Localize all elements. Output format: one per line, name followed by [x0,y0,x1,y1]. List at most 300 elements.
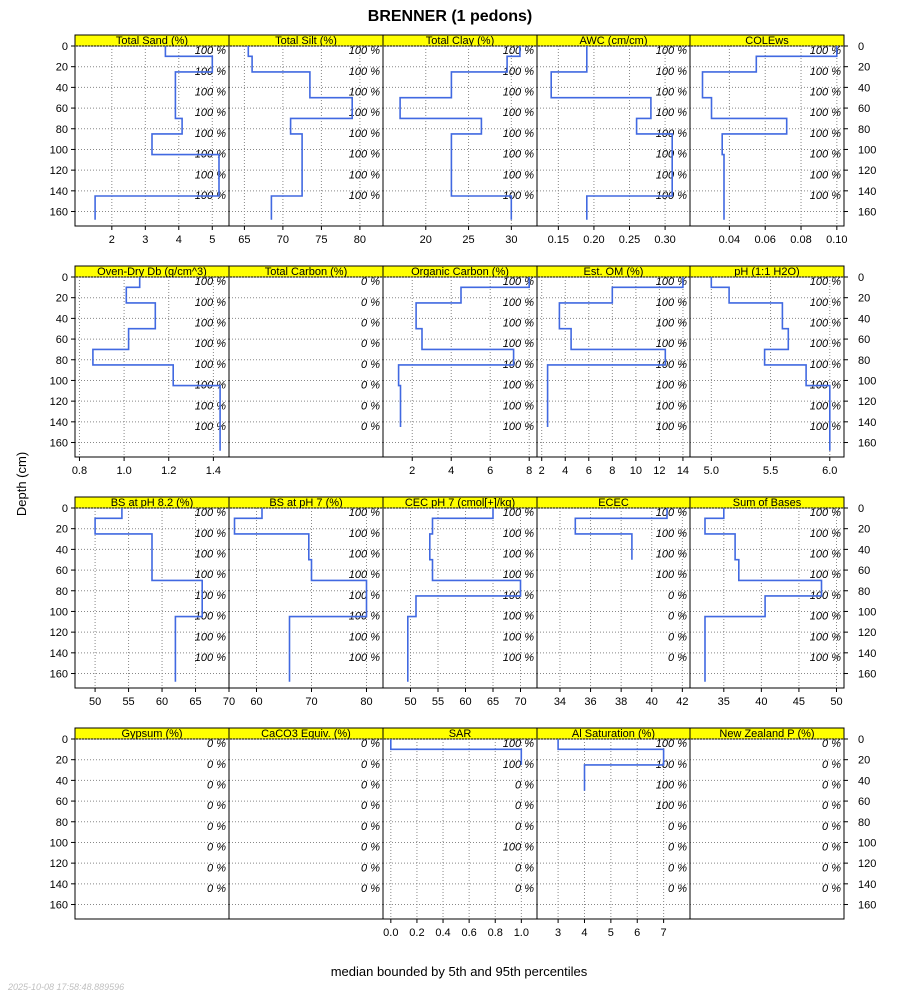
pct-label: 100 % [655,738,687,751]
pct-label: 100 % [194,65,226,78]
pct-label: 100 % [655,276,687,289]
x-tick-label: 0.20 [583,234,605,246]
panel-19 [537,728,690,939]
panel-title: New Zealand P (%) [719,728,815,740]
depth-tick-label-left: 40 [55,544,68,557]
depth-tick-label-left: 160 [49,668,68,681]
pct-label: 0 % [668,841,687,854]
x-tick-label: 4 [448,465,455,477]
pct-label: 100 % [194,589,226,602]
pct-label: 100 % [502,379,534,392]
panel-6 [72,266,229,477]
depth-tick-label-left: 140 [49,647,68,660]
pct-label: 100 % [194,379,226,392]
panel-frame [229,266,383,457]
pct-label: 0 % [668,820,687,833]
pct-label: 100 % [194,527,226,540]
pct-label: 100 % [502,527,534,540]
pct-label: 0 % [207,820,226,833]
profile-line [705,508,822,682]
x-tick-label: 25 [462,234,475,246]
panel-title: Gypsum (%) [121,728,183,740]
x-tick-label: 2 [409,465,416,477]
pct-label: 100 % [809,317,841,330]
pct-label: 100 % [809,569,841,582]
pct-label: 100 % [194,631,226,644]
pct-label: 0 % [822,882,841,895]
pct-label: 0 % [668,862,687,875]
pct-label: 100 % [348,189,380,202]
pct-label: 100 % [502,45,534,58]
pct-label: 100 % [809,400,841,413]
pct-label: 100 % [655,189,687,202]
pct-label: 0 % [822,820,841,833]
x-tick-label: 38 [615,696,628,708]
depth-tick-label-left: 0 [61,41,68,53]
panel-frame [229,728,383,919]
pct-label: 100 % [809,338,841,351]
depth-tick-label-right: 160 [858,899,877,912]
x-tick-label: 55 [122,696,135,708]
depth-tick-label-left: 40 [55,775,68,788]
panel-9 [537,266,690,477]
depth-tick-label-right: 140 [858,185,877,198]
panel-title: Oven-Dry Db (g/cm^3) [97,266,207,278]
pct-label: 100 % [502,548,534,561]
pct-label: 100 % [348,610,380,623]
depth-tick-label-left: 80 [55,585,68,598]
pct-label: 100 % [348,507,380,520]
pct-label: 0 % [361,820,380,833]
pct-label: 100 % [655,148,687,161]
profile-line [248,46,352,220]
depth-tick-label-left: 60 [55,103,68,116]
profile-line [558,739,664,791]
x-tick-label: 5 [607,927,614,939]
panel-18 [383,728,537,939]
x-tick-label: 12 [653,465,666,477]
pct-label: 0 % [207,882,226,895]
pct-label: 100 % [655,400,687,413]
depth-tick-label-left: 140 [49,878,68,891]
depth-tick-label-right: 0 [858,503,865,515]
pct-label: 100 % [348,45,380,58]
panel-17 [229,728,383,919]
depth-tick-label-left: 40 [55,313,68,326]
x-tick-label: 70 [222,696,236,708]
pct-label: 100 % [194,107,226,120]
depth-tick-label-right: 60 [858,796,871,809]
depth-tick-label-left: 60 [55,796,68,809]
x-tick-label: 60 [459,696,472,708]
pct-label: 100 % [348,86,380,99]
pct-label: 100 % [809,610,841,623]
x-tick-label: 80 [353,234,367,246]
panel-title: CaCO3 Equiv. (%) [261,728,351,740]
x-tick-label: 55 [431,696,445,708]
pct-label: 100 % [194,296,226,309]
pct-label: 100 % [194,189,226,202]
depth-tick-label-left: 120 [49,858,68,871]
panel-4 [537,35,690,246]
x-tick-label: 0.25 [618,234,641,246]
pct-label: 100 % [348,651,380,664]
depth-tick-label-right: 80 [858,816,871,829]
depth-tick-label-right: 100 [858,375,877,388]
depth-tick-label-left: 100 [49,144,68,157]
x-tick-label: 65 [189,696,202,708]
depth-tick-label-left: 120 [49,396,68,409]
depth-tick-label-left: 140 [49,185,68,198]
pct-label: 100 % [194,276,226,289]
pct-label: 0 % [822,841,841,854]
x-tick-label: 5.0 [703,465,719,477]
panel-20 [690,728,844,919]
timestamp: 2025-10-08 17:58:48.889596 [8,982,125,992]
depth-tick-label-left: 100 [49,375,68,388]
pct-label: 100 % [809,86,841,99]
depth-tick-label-left: 20 [55,61,68,74]
pct-label: 100 % [194,86,226,99]
x-tick-label: 75 [315,234,328,246]
depth-tick-label-right: 140 [858,416,877,429]
pct-label: 0 % [361,296,380,309]
x-tick-label: 50 [404,696,417,708]
pct-label: 100 % [502,420,534,433]
panel-title: Al Saturation (%) [571,728,656,740]
pct-label: 100 % [809,276,841,289]
profile-line [575,508,667,560]
x-tick-label: 0.04 [718,234,741,246]
pct-label: 100 % [502,758,534,771]
pct-label: 100 % [655,800,687,813]
depth-tick-label-right: 80 [858,585,871,598]
panel-title: BS at pH 8.2 (%) [110,497,194,509]
depth-axis-row-3 [50,503,877,681]
pct-label: 0 % [668,631,687,644]
pct-label: 0 % [207,841,226,854]
x-tick-label: 1.0 [116,465,132,477]
panel-frame [690,728,844,919]
pct-label: 100 % [809,296,841,309]
x-tick-label: 1.2 [161,465,177,477]
depth-tick-label-right: 80 [858,123,871,136]
pct-label: 100 % [655,379,687,392]
panel-title: Total Silt (%) [275,35,337,47]
pct-label: 100 % [655,65,687,78]
depth-tick-label-right: 60 [858,565,871,578]
panel-title: SAR [448,728,472,740]
pct-label: 100 % [655,338,687,351]
depth-tick-label-left: 0 [61,734,68,746]
pct-label: 0 % [361,276,380,289]
depth-tick-label-right: 40 [858,775,871,788]
pct-label: 0 % [361,317,380,330]
pct-label: 0 % [515,820,534,833]
pct-label: 100 % [194,548,226,561]
pct-label: 100 % [502,276,534,289]
pct-label: 100 % [655,317,687,330]
pct-label: 0 % [668,589,687,602]
pct-label: 100 % [194,127,226,140]
pct-label: 100 % [809,45,841,58]
depth-tick-label-right: 20 [858,292,871,305]
pct-label: 100 % [655,358,687,371]
x-tick-label: 3 [555,927,562,939]
depth-tick-label-left: 80 [55,354,68,367]
x-tick-label: 5.5 [762,465,779,477]
x-tick-label: 30 [505,234,518,246]
pct-label: 100 % [655,107,687,120]
pct-label: 0 % [361,882,380,895]
pct-label: 0 % [207,779,226,792]
depth-tick-label-left: 80 [55,123,68,136]
pct-label: 0 % [207,758,226,771]
x-tick-label: 20 [419,234,432,246]
panel-grid [50,35,877,939]
x-tick-label: 4 [581,927,588,939]
x-tick-label: 42 [676,696,689,708]
pct-label: 0 % [361,862,380,875]
depth-tick-label-left: 0 [61,272,68,284]
pct-label: 100 % [194,317,226,330]
pct-label: 100 % [194,610,226,623]
panel-12 [229,497,383,708]
pct-label: 0 % [515,800,534,813]
pct-label: 100 % [809,127,841,140]
panel-title: pH (1:1 H2O) [734,266,800,278]
depth-axis-row-1 [50,41,877,219]
panel-frame [75,728,229,919]
x-tick-label: 14 [676,465,690,477]
pct-label: 100 % [809,420,841,433]
pct-label: 0 % [822,758,841,771]
pct-label: 100 % [502,610,534,623]
pct-label: 0 % [361,758,380,771]
pct-label: 100 % [502,841,534,854]
depth-tick-label-left: 160 [49,899,68,912]
pct-label: 0 % [361,379,380,392]
pct-label: 100 % [809,189,841,202]
depth-tick-label-right: 100 [858,144,877,157]
pct-label: 100 % [809,169,841,182]
pct-label: 0 % [515,779,534,792]
pct-label: 0 % [668,610,687,623]
x-tick-label: 0.08 [790,234,812,246]
pct-label: 100 % [348,589,380,602]
x-tick-label: 0.2 [409,927,425,939]
x-tick-label: 0.06 [754,234,776,246]
x-tick-label: 70 [514,696,527,708]
depth-tick-label-right: 20 [858,754,871,767]
pct-label: 100 % [809,651,841,664]
panel-3 [383,35,537,246]
pct-label: 100 % [655,507,687,520]
pct-label: 100 % [809,65,841,78]
pct-label: 100 % [194,358,226,371]
depth-tick-label-right: 40 [858,313,871,326]
pct-label: 0 % [207,800,226,813]
pct-label: 100 % [655,169,687,182]
panel-8 [383,266,537,477]
pct-label: 100 % [348,65,380,78]
x-tick-label: 36 [584,696,597,708]
pct-label: 100 % [194,148,226,161]
pct-label: 100 % [502,589,534,602]
panel-title: Total Clay (%) [425,35,495,47]
pct-label: 100 % [655,548,687,561]
x-tick-label: 6 [487,465,494,477]
x-tick-label: 2 [538,465,545,477]
panel-2 [229,35,383,246]
pct-label: 100 % [655,758,687,771]
pct-label: 0 % [361,800,380,813]
panel-7 [229,266,383,457]
pct-label: 100 % [809,631,841,644]
depth-tick-label-right: 100 [858,606,877,619]
x-tick-label: 60 [155,696,169,708]
panel-1 [75,35,229,246]
panel-14 [537,497,690,708]
depth-tick-label-left: 120 [49,627,68,640]
x-tick-label: 50 [830,696,843,708]
depth-tick-label-right: 120 [858,627,877,640]
depth-tick-label-right: 0 [858,272,865,284]
pct-label: 100 % [348,569,380,582]
y-axis-label: Depth (cm) [14,451,29,517]
depth-tick-label-right: 120 [858,858,877,871]
depth-tick-label-right: 60 [858,334,871,347]
x-tick-label: 35 [717,696,730,708]
pct-label: 100 % [809,507,841,520]
depth-tick-label-right: 20 [858,523,871,536]
pct-label: 100 % [348,169,380,182]
pct-label: 100 % [348,631,380,644]
depth-tick-label-left: 160 [49,206,68,219]
depth-tick-label-left: 20 [55,523,68,536]
pct-label: 100 % [655,45,687,58]
profile-line [235,508,367,682]
pct-label: 100 % [655,527,687,540]
pct-label: 0 % [668,651,687,664]
pct-label: 100 % [655,779,687,792]
x-tick-label: 4 [562,465,569,477]
depth-tick-label-left: 80 [55,816,68,829]
pct-label: 0 % [361,738,380,751]
pct-label: 100 % [502,569,534,582]
pct-label: 100 % [809,107,841,120]
x-tick-label: 4 [175,234,182,246]
pct-label: 100 % [502,507,534,520]
pct-label: 100 % [502,189,534,202]
x-tick-label: 0.30 [654,234,676,246]
depth-tick-label-right: 0 [858,41,865,53]
depth-tick-label-left: 0 [61,503,68,515]
pct-label: 100 % [502,338,534,351]
panel-15 [690,497,844,708]
depth-tick-label-left: 100 [49,837,68,850]
pct-label: 100 % [655,569,687,582]
pct-label: 100 % [809,379,841,392]
pct-label: 100 % [502,358,534,371]
pct-label: 0 % [822,862,841,875]
panel-title: Organic Carbon (%) [411,266,509,278]
pct-label: 0 % [361,400,380,413]
pct-label: 100 % [348,527,380,540]
panel-title: ECEC [598,497,629,509]
x-tick-label: 0.4 [435,927,451,939]
pct-label: 100 % [655,296,687,309]
chart-title: BRENNER (1 pedons) [367,8,533,25]
pct-label: 100 % [348,127,380,140]
panel-title: Total Sand (%) [115,35,189,47]
depth-tick-label-left: 120 [49,165,68,178]
pct-label: 100 % [194,507,226,520]
pct-label: 0 % [207,862,226,875]
pct-label: 100 % [194,400,226,413]
x-tick-label: 1.4 [205,465,222,477]
pct-label: 100 % [348,548,380,561]
panel-10 [690,266,844,477]
pct-label: 100 % [502,738,534,751]
pct-label: 0 % [361,358,380,371]
pct-label: 100 % [502,631,534,644]
x-tick-label: 0.15 [547,234,570,246]
pct-label: 0 % [822,779,841,792]
panel-11 [75,497,235,708]
depth-tick-label-right: 40 [858,82,871,95]
pct-label: 100 % [502,651,534,664]
pct-label: 100 % [809,527,841,540]
depth-tick-label-left: 20 [55,292,68,305]
panel-5 [690,35,848,246]
pct-label: 100 % [194,169,226,182]
panel-frame [383,728,537,919]
x-tick-label: 0.10 [826,234,848,246]
pct-label: 0 % [668,882,687,895]
panel-title: Sum of Bases [732,497,802,509]
pct-label: 0 % [822,738,841,751]
depth-tick-label-right: 80 [858,354,871,367]
pct-label: 100 % [502,317,534,330]
x-tick-label: 8 [609,465,616,477]
x-tick-label: 70 [276,234,290,246]
pct-label: 100 % [655,420,687,433]
pct-label: 100 % [502,65,534,78]
pct-label: 100 % [194,45,226,58]
pct-label: 100 % [194,338,226,351]
x-tick-label: 6.0 [822,465,838,477]
pct-label: 0 % [361,779,380,792]
panel-13 [383,497,537,708]
pct-label: 100 % [502,169,534,182]
pct-label: 100 % [655,127,687,140]
pct-label: 100 % [194,651,226,664]
pct-label: 0 % [361,841,380,854]
panel-title: CEC pH 7 (cmol[+]/kg) [404,497,516,509]
profile-line [95,508,202,682]
pct-label: 0 % [207,738,226,751]
pct-label: 0 % [361,420,380,433]
x-tick-label: 0.6 [461,927,477,939]
pct-label: 100 % [194,569,226,582]
depth-tick-label-right: 40 [858,544,871,557]
depth-tick-label-right: 60 [858,103,871,116]
pct-label: 100 % [809,589,841,602]
pct-label: 100 % [502,86,534,99]
depth-tick-label-right: 160 [858,437,877,450]
depth-tick-label-right: 0 [858,734,865,746]
